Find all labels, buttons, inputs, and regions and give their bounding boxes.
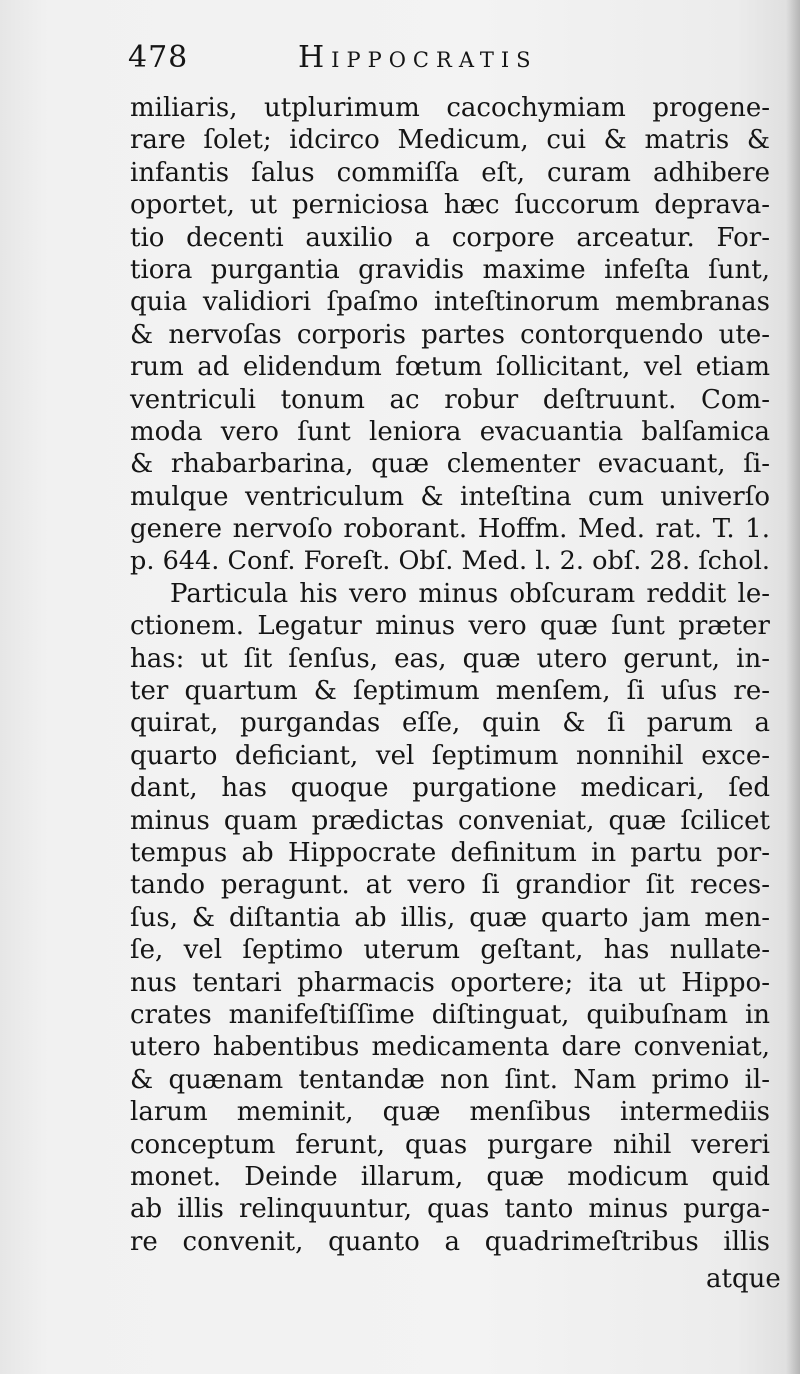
text-line: nus tentari pharmacis oportere; ita ut Hippo- [130,967,770,998]
text-line: conceptum ferunt, quas purgare nihil vereri [130,1129,770,1160]
text-line: quarto deficiant, vel ſeptimum nonnihil exce- [130,740,770,771]
text-line: ventriculi tonum ac robur deſtruunt. Com- [130,384,770,415]
text-line: quirat, purgandas eſſe, quin & ſi parum a [130,708,770,739]
text-line: moda vero ſunt leniora evacuantia balſamica [130,416,770,447]
catchword: atque [706,1264,781,1294]
text-line: ter quartum & ſeptimum menſem, ſi uſus re- [130,676,770,707]
text-line: miliaris, utplurimum cacochymiam progene- [130,93,770,123]
text-line: infantis ſalus commiſſa eſt, curam adhibere [130,157,770,188]
page-number: 478 [128,40,189,75]
text-line: rum ad elidendum fœtum ſollicitant, vel etiam [130,352,770,383]
text-line: ſe, vel ſeptimo uterum geſtant, has nullate- [130,935,770,966]
text-line: utero habentibus medicamenta dare conveniat, [130,1032,770,1063]
text-line: rare ſolet; idcirco Medicum, cui & matris & [130,125,770,156]
text-line: minus quam prædictas conveniat, quæ ſcilicet [130,805,770,836]
text-line: & rhabarbarina, quæ clementer evacuant, ſi- [130,449,770,480]
paragraph-start-line: Particula his vero minus obſcuram reddit le- [170,578,770,609]
text-line: quia validiori ſpaſmo inteſtinorum membranas [130,287,770,318]
text-line: tiora purgantia gravidis maxime infeſta ſunt, [130,254,770,285]
text-line: & quænam tentandæ non ſint. Nam primo il- [130,1064,770,1095]
text-line: ab illis relinquuntur, quas tanto minus purga- [130,1194,770,1225]
body-text [130,92,770,1258]
text-line: oportet, ut perniciosa hæc ſuccorum deprava- [130,190,770,221]
text-line: ctionem. Legatur minus vero quæ ſunt præter [130,611,770,642]
text-line: has: ut ſit ſenſus, eas, quæ utero gerunt, in- [130,643,770,674]
text-line: larum meminit, quæ menſibus intermediis [130,1097,770,1128]
text-line: ſus, & diſtantia ab illis, quæ quarto jam men- [130,902,770,933]
text-line: tempus ab Hippocrate definitum in partu por- [130,837,770,868]
text-line: tando peragunt. at vero ſi grandior ſit reces- [130,870,770,901]
text-line: re convenit, quanto a quadrimeſtribus illis [130,1226,770,1257]
running-head: Hippocratis [298,40,538,75]
text-line: & nervoſas corporis partes contorquendo ute- [130,319,770,350]
text-line: p. 644. Conf. Foreſt. Obſ. Med. l. 2. obſ. 28. ſchol. [130,546,770,577]
text-line: genere nervoſo roborant. Hoffm. Med. rat. T. 1. [130,514,770,545]
text-line: tio decenti auxilio a corpore arceatur. For- [130,222,770,253]
text-line: mulque ventriculum & inteſtina cum univerſo [130,481,770,512]
text-line: crates manifeſtiſſime diſtinguat, quibuſnam in [130,999,770,1030]
text-line: dant, has quoque purgatione medicari, ſed [130,773,770,804]
text-line: monet. Deinde illarum, quæ modicum quid [130,1161,770,1192]
page-edge-shadow [786,0,800,1374]
